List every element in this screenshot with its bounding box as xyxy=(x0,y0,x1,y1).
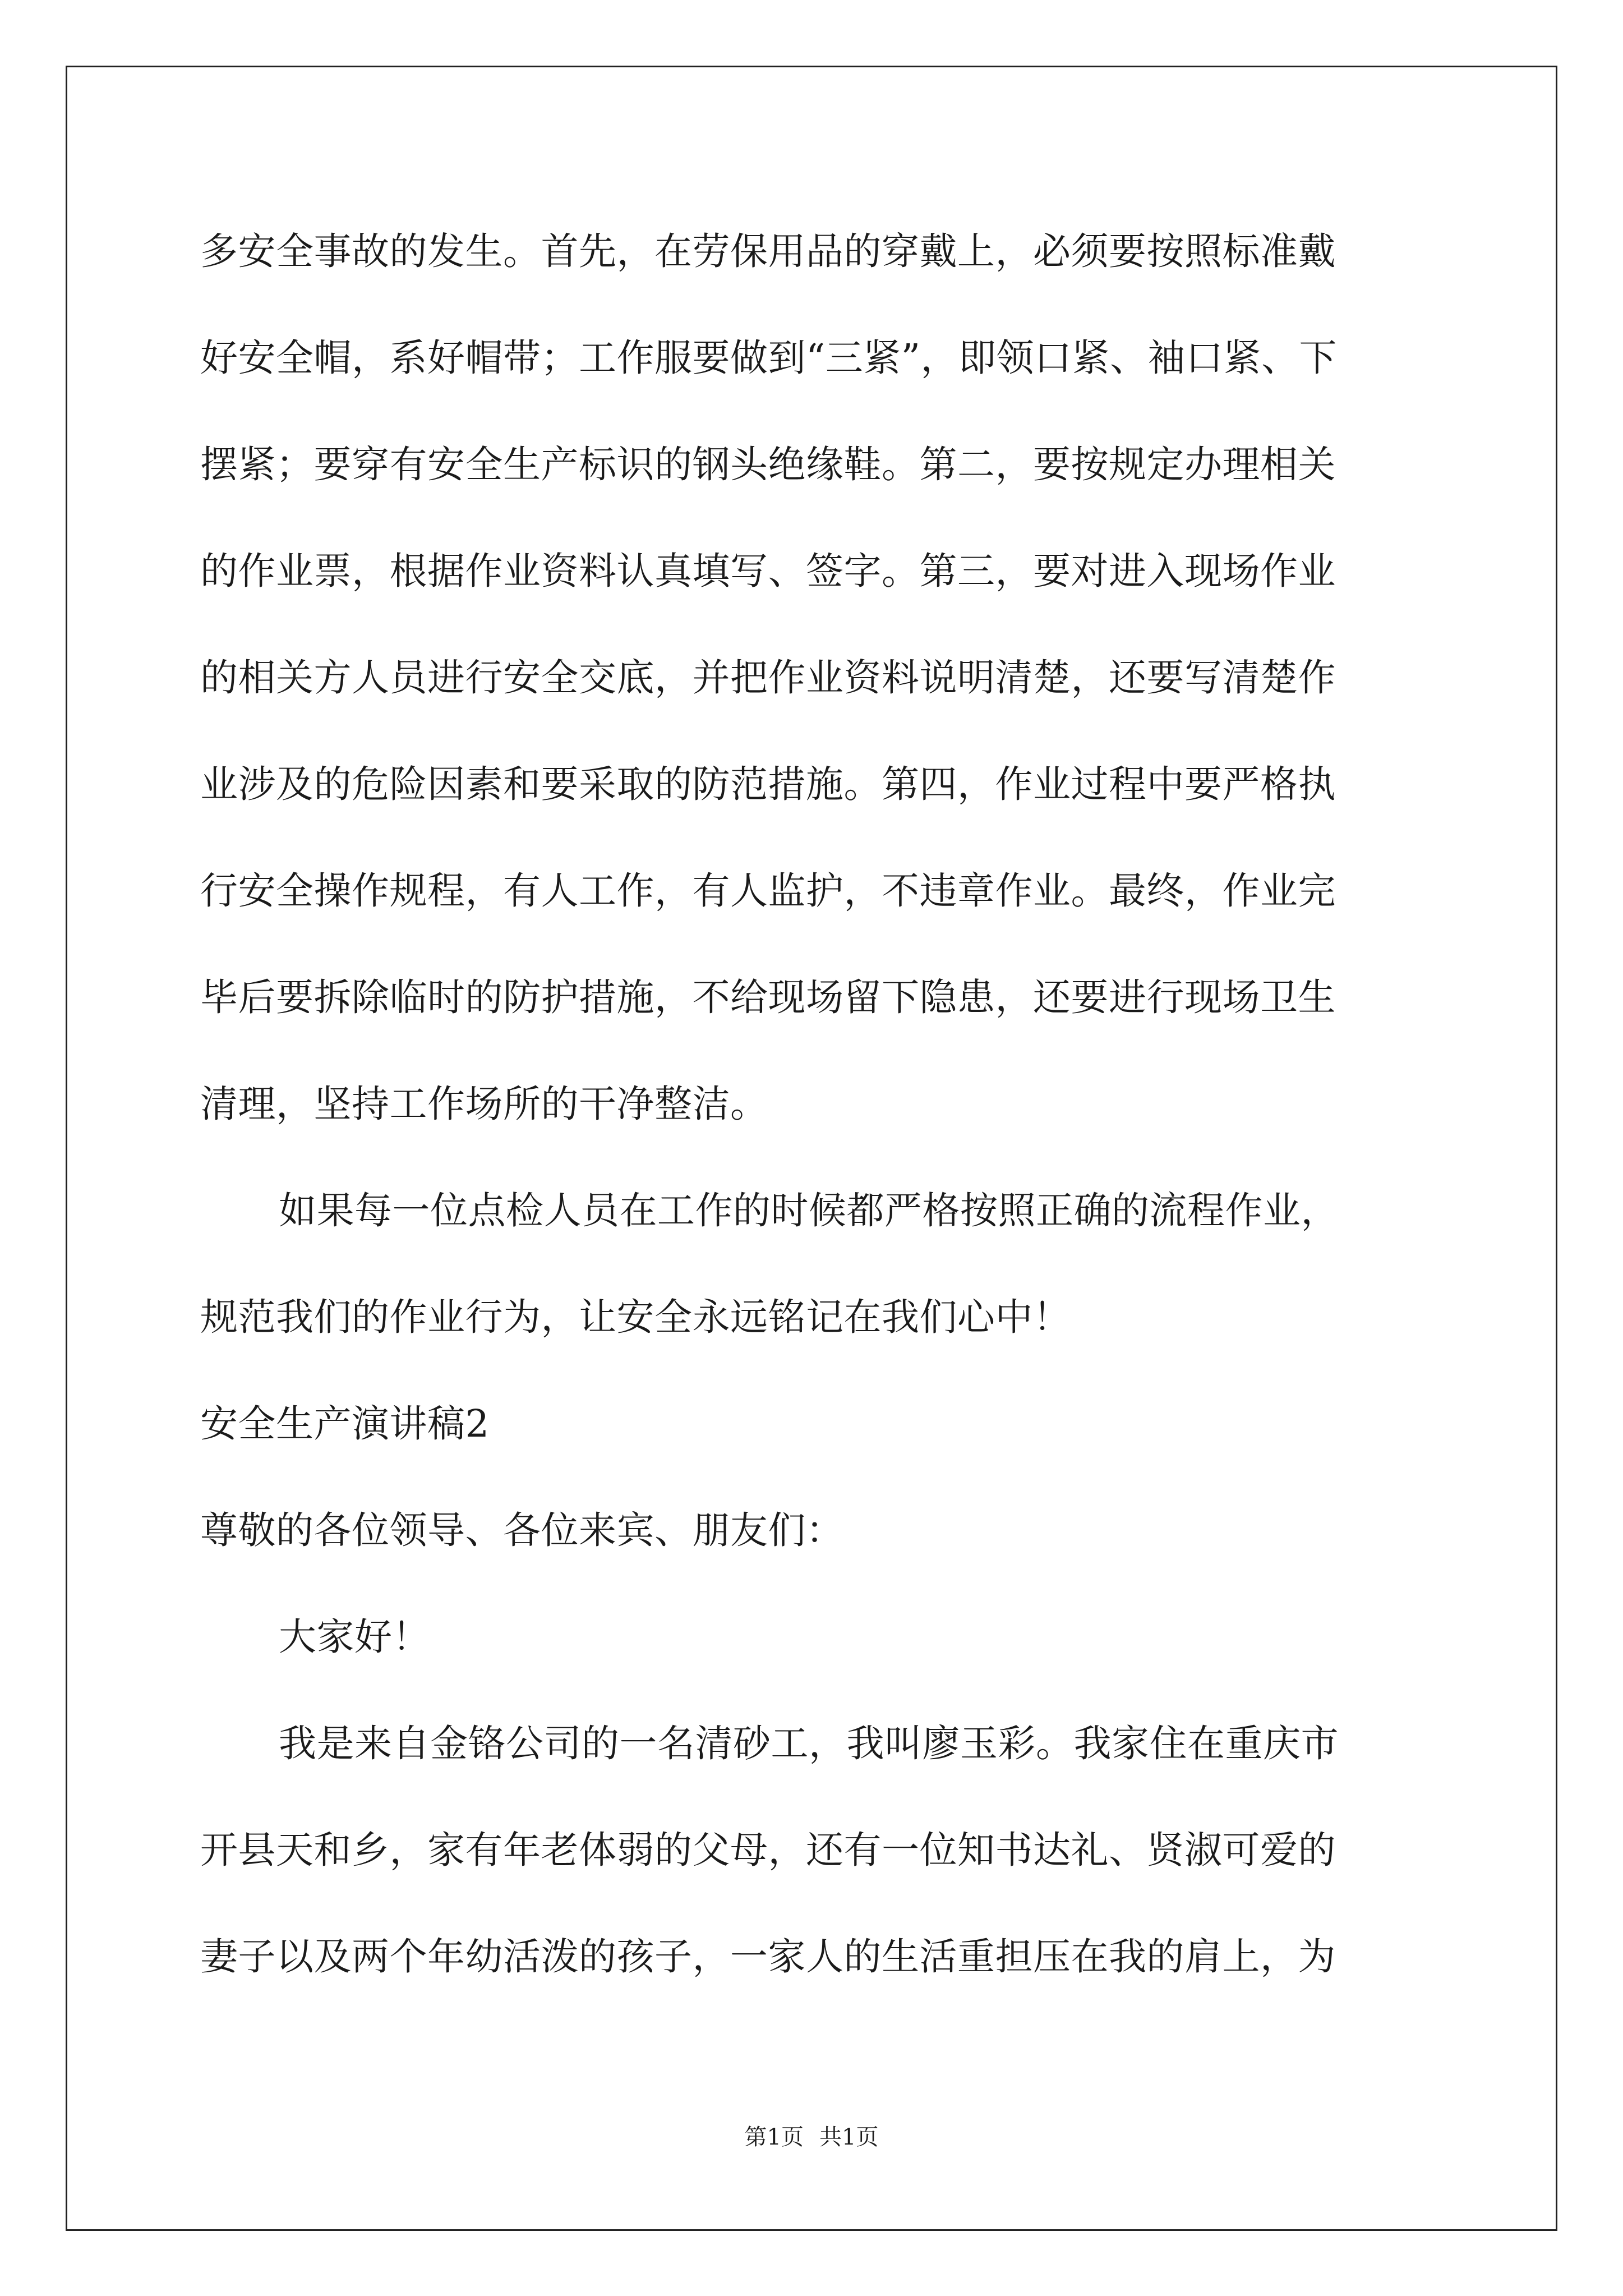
paragraph-line: 开县天和乡，家有年老体弱的父母，还有一位知书达礼、贤淑可爱的 xyxy=(200,1828,1336,1872)
paragraph-line: 清理，坚持工作场所的干净整洁。 xyxy=(200,1082,768,1126)
greeting: 大家好！ xyxy=(279,1615,430,1659)
page-number: 第1页 xyxy=(744,2124,804,2150)
paragraph-line: 的相关方人员进行安全交底，并把作业资料说明清楚，还要写清楚作 xyxy=(200,656,1336,700)
paragraph-line: 摆紧；要穿有安全生产标识的钢头绝缘鞋。第二，要按规定办理相关 xyxy=(200,443,1336,486)
page-border xyxy=(66,66,1557,2231)
paragraph-line: 我是来自金铬公司的一名清砂工，我叫廖玉彩。我家住在重庆市 xyxy=(279,1722,1339,1765)
paragraph-line: 如果每一位点检人员在工作的时候都严格按照正确的流程作业， xyxy=(279,1189,1339,1232)
section-title: 安全生产演讲稿2 xyxy=(200,1402,490,1446)
paragraph-line: 规范我们的作业行为，让安全永远铭记在我们心中！ xyxy=(200,1295,1071,1339)
paragraph-line: 好安全帽，系好帽带；工作服要做到“三紧”，即领口紧、袖口紧、下 xyxy=(200,336,1338,380)
page-footer xyxy=(66,2120,1557,2154)
paragraph-line: 多安全事故的发生。首先，在劳保用品的穿戴上，必须要按照标准戴 xyxy=(200,229,1336,273)
page-total: 共1页 xyxy=(819,2124,879,2150)
paragraph-line: 的作业票，根据作业资料认真填写、签字。第三，要对进入现场作业 xyxy=(200,549,1336,593)
paragraph-line: 毕后要拆除临时的防护措施，不给现场留下隐患，还要进行现场卫生 xyxy=(200,976,1336,1019)
paragraph-line: 业涉及的危险因素和要采取的防范措施。第四，作业过程中要严格执 xyxy=(200,762,1336,806)
paragraph-line: 行安全操作规程，有人工作，有人监护，不违章作业。最终，作业完 xyxy=(200,869,1336,913)
salutation: 尊敬的各位领导、各位来宾、朋友们： xyxy=(200,1508,844,1552)
paragraph-line: 妻子以及两个年幼活泼的孩子，一家人的生活重担压在我的肩上，为 xyxy=(200,1935,1336,1978)
